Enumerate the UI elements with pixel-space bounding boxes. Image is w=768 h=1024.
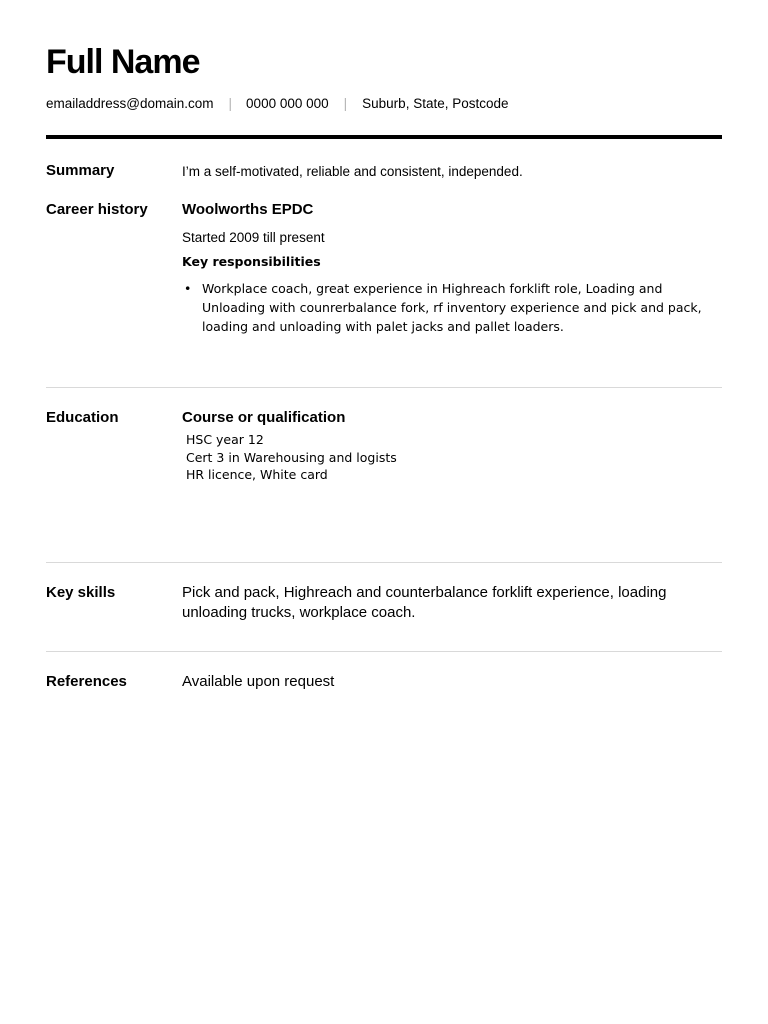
employer-name: Woolworths EPDC [182, 201, 314, 218]
references-text: Available upon request [182, 673, 335, 690]
section-divider [46, 387, 722, 388]
contact-line [46, 95, 509, 113]
references-label: References [46, 673, 127, 690]
bullet-icon: • [184, 281, 192, 296]
summary-text: I’m a self-motivated, reliable and consistent, independed. [182, 164, 523, 179]
qualification-heading: Course or qualification [182, 409, 346, 426]
responsibilities-heading: Key responsibilities [182, 254, 321, 269]
career-history-label: Career history [46, 201, 148, 218]
list-item: HSC year 12 [186, 432, 264, 447]
responsibility-text: Workplace coach, great experience in Highreach forklift role, Loading and Unloading with counrerbalance fork, rf inventory experience and pick and pack, loading and unloading with palet jacks and pallet loaders. [202, 281, 702, 334]
phone-text: 0000 000 000 [246, 96, 329, 111]
header-divider [46, 135, 722, 139]
list-item [182, 279, 702, 336]
email-text: emailaddress@domain.com [46, 96, 214, 111]
summary-label: Summary [46, 162, 115, 179]
responsibilities-list [182, 279, 712, 336]
location-text: Suburb, State, Postcode [362, 96, 509, 111]
contact-separator: | [228, 96, 233, 111]
contact-separator: | [343, 96, 348, 111]
key-skills-label: Key skills [46, 584, 116, 601]
list-item: HR licence, White card [186, 467, 328, 482]
list-item: Cert 3 in Warehousing and logists [186, 449, 397, 465]
education-label: Education [46, 409, 119, 426]
section-divider [46, 562, 722, 563]
full-name-heading: Full Name [46, 43, 200, 81]
section-divider [46, 651, 722, 652]
education-list [182, 431, 712, 484]
employment-period: Started 2009 till present [182, 230, 325, 245]
key-skills-text: Pick and pack, Highreach and counterbalance forklift experience, loading unloading trucks, workplace coach. [182, 584, 667, 621]
responsibilities-list-wrapper [182, 279, 712, 336]
